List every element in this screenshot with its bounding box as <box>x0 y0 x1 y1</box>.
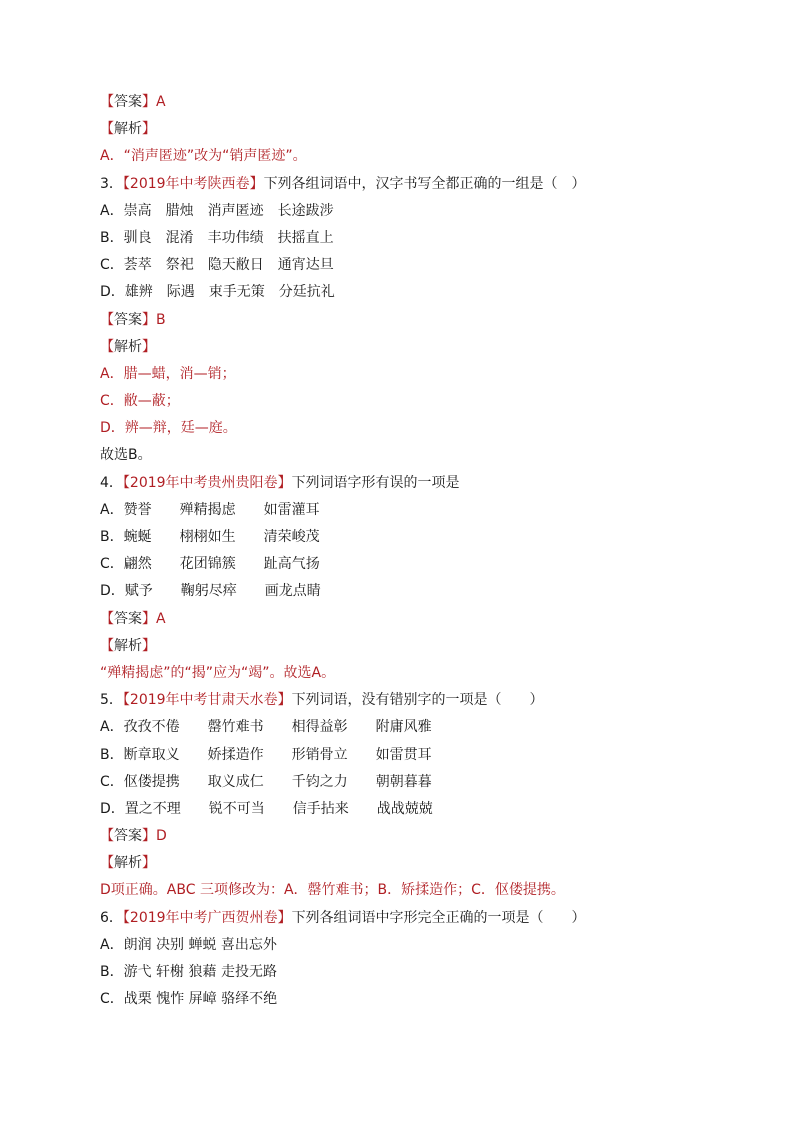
bracket-close: 】 <box>142 610 156 627</box>
option-line <box>100 551 700 578</box>
question-line <box>100 905 700 932</box>
option-line <box>100 497 700 524</box>
bracket-close: 】 <box>142 855 156 872</box>
option-text: A．朗润 决别 蝉蜕 喜出忘外 <box>100 936 277 953</box>
document-page <box>100 89 700 1013</box>
option-line <box>100 959 700 986</box>
bracket-close: 】 <box>142 338 156 355</box>
option-line <box>100 225 700 252</box>
option-text: C．战栗 愧怍 屏嶂 骆绎不绝 <box>100 991 278 1008</box>
bracket-open: 【 <box>100 610 114 627</box>
question-number: 4． <box>100 474 123 491</box>
plain-text: 故选B。 <box>100 447 152 464</box>
option-text: C．翩然 花团锦簇 趾高气扬 <box>100 556 320 573</box>
answer-value: B <box>156 311 166 328</box>
option-line <box>100 769 700 796</box>
bracket-close: 】 <box>142 94 156 110</box>
bracket-close: 】 <box>142 828 156 845</box>
bracket-close: 】 <box>142 637 156 654</box>
question-source: 2019年中考贵州贵阳卷 <box>129 474 278 491</box>
analysis-text <box>100 388 700 415</box>
answer-line <box>100 606 700 633</box>
bracket-open: 【 <box>122 909 130 926</box>
answer-label: 答案 <box>114 828 142 845</box>
answer-line <box>100 89 700 116</box>
analysis-content: D．辨—辩，廷—庭。 <box>100 420 237 437</box>
analysis-line <box>100 334 700 361</box>
bracket-open: 【 <box>122 692 130 709</box>
analysis-text <box>100 143 700 170</box>
option-text: D．赋予 鞠躬尽瘁 画龙点睛 <box>100 583 321 600</box>
question-source: 2019年中考甘肃天水卷 <box>129 692 278 709</box>
option-text: A．崇高 腊烛 消声匿迹 长途跋涉 <box>100 202 334 219</box>
option-line <box>100 796 700 823</box>
option-text: D．雄辨 际遇 束手无策 分廷抗礼 <box>100 284 335 301</box>
question-text: 下列词语，没有错别字的一项是（ ） <box>291 692 544 709</box>
answer-label: 答案 <box>114 610 142 627</box>
bracket-close: 】 <box>142 311 156 328</box>
bracket-open: 【 <box>100 855 114 872</box>
answer-value: A <box>156 94 166 110</box>
question-line <box>100 687 700 714</box>
question-source: 2019年中考广西贺州卷 <box>129 909 278 926</box>
analysis-text <box>100 660 700 687</box>
option-line <box>100 198 700 225</box>
option-text: B．断章取义 娇揉造作 形销骨立 如雷贯耳 <box>100 746 432 763</box>
question-line <box>100 171 700 198</box>
bracket-open: 【 <box>100 828 114 845</box>
bracket-open: 【 <box>100 311 114 328</box>
bracket-close: 】 <box>249 175 264 192</box>
question-number: 6． <box>100 909 123 926</box>
question-number: 3． <box>100 175 123 192</box>
analysis-label: 解析 <box>114 338 142 355</box>
option-text: B．蜿蜒 栩栩如生 清荣峻茂 <box>100 529 320 545</box>
answer-value: D <box>156 828 167 845</box>
analysis-content: C．敝—蔽； <box>100 393 180 410</box>
bracket-open: 【 <box>100 637 114 654</box>
analysis-text <box>100 361 700 388</box>
question-source: 2019年中考陕西卷 <box>129 175 250 192</box>
answer-value: A <box>156 610 166 627</box>
option-text: A．孜孜不倦 罄竹难书 相得益彰 附庸风雅 <box>100 719 432 736</box>
option-line <box>100 714 700 741</box>
bracket-open: 【 <box>100 94 114 110</box>
analysis-line <box>100 116 700 143</box>
option-line <box>100 524 700 551</box>
option-line <box>100 742 700 769</box>
question-line <box>100 470 700 497</box>
analysis-content: A．“消声匿迹”改为“销声匿迹”。 <box>100 148 307 165</box>
answer-label: 答案 <box>114 311 142 328</box>
question-text: 下列词语字形有误的一项是 <box>291 474 460 491</box>
question-number: 5． <box>100 692 123 709</box>
bracket-open: 【 <box>100 121 114 138</box>
answer-line <box>100 307 700 334</box>
option-line <box>100 279 700 306</box>
analysis-line <box>100 850 700 877</box>
option-text: B．游弋 轩榭 狼藉 走投无路 <box>100 964 277 980</box>
analysis-label: 解析 <box>114 637 142 654</box>
answer-label: 答案 <box>114 94 142 110</box>
option-text: C．伛偻提携 取义成仁 千钧之力 朝朝暮暮 <box>100 773 432 790</box>
bracket-open: 【 <box>122 175 130 192</box>
bracket-open: 【 <box>122 474 130 491</box>
bracket-open: 【 <box>100 338 114 355</box>
option-line <box>100 252 700 279</box>
analysis-content: D项正确。ABC 三项修改为：A．罄竹难书；B．矫揉造作；C．伛偻提携。 <box>100 882 565 899</box>
analysis-content: “殚精揭虑”的“揭”应为“竭”。故选A。 <box>100 664 336 681</box>
option-line <box>100 986 700 1013</box>
option-line <box>100 932 700 959</box>
text-line <box>100 442 700 469</box>
question-text: 下列各组词语中，汉字书写全都正确的一组是（ ） <box>263 175 586 192</box>
option-line <box>100 578 700 605</box>
question-text: 下列各组词语中字形完全正确的一项是（ ） <box>291 909 586 926</box>
analysis-content: A．腊—蜡，消—销； <box>100 365 236 382</box>
option-text: D．置之不理 锐不可当 信手拈来 战战兢兢 <box>100 800 433 817</box>
option-text: A．赞誉 殚精揭虑 如雷灌耳 <box>100 501 320 518</box>
option-text: C．荟萃 祭祀 隐天敝日 通宵达旦 <box>100 257 334 274</box>
bracket-close: 】 <box>142 121 156 138</box>
option-text: B．驯良 混淆 丰功伟绩 扶摇直上 <box>100 229 334 246</box>
answer-line <box>100 823 700 850</box>
analysis-text <box>100 877 700 904</box>
bracket-close: 】 <box>277 909 292 926</box>
analysis-line <box>100 633 700 660</box>
bracket-close: 】 <box>277 474 292 491</box>
analysis-label: 解析 <box>114 855 142 872</box>
bracket-close: 】 <box>277 692 292 709</box>
analysis-text <box>100 415 700 442</box>
analysis-label: 解析 <box>114 121 142 138</box>
